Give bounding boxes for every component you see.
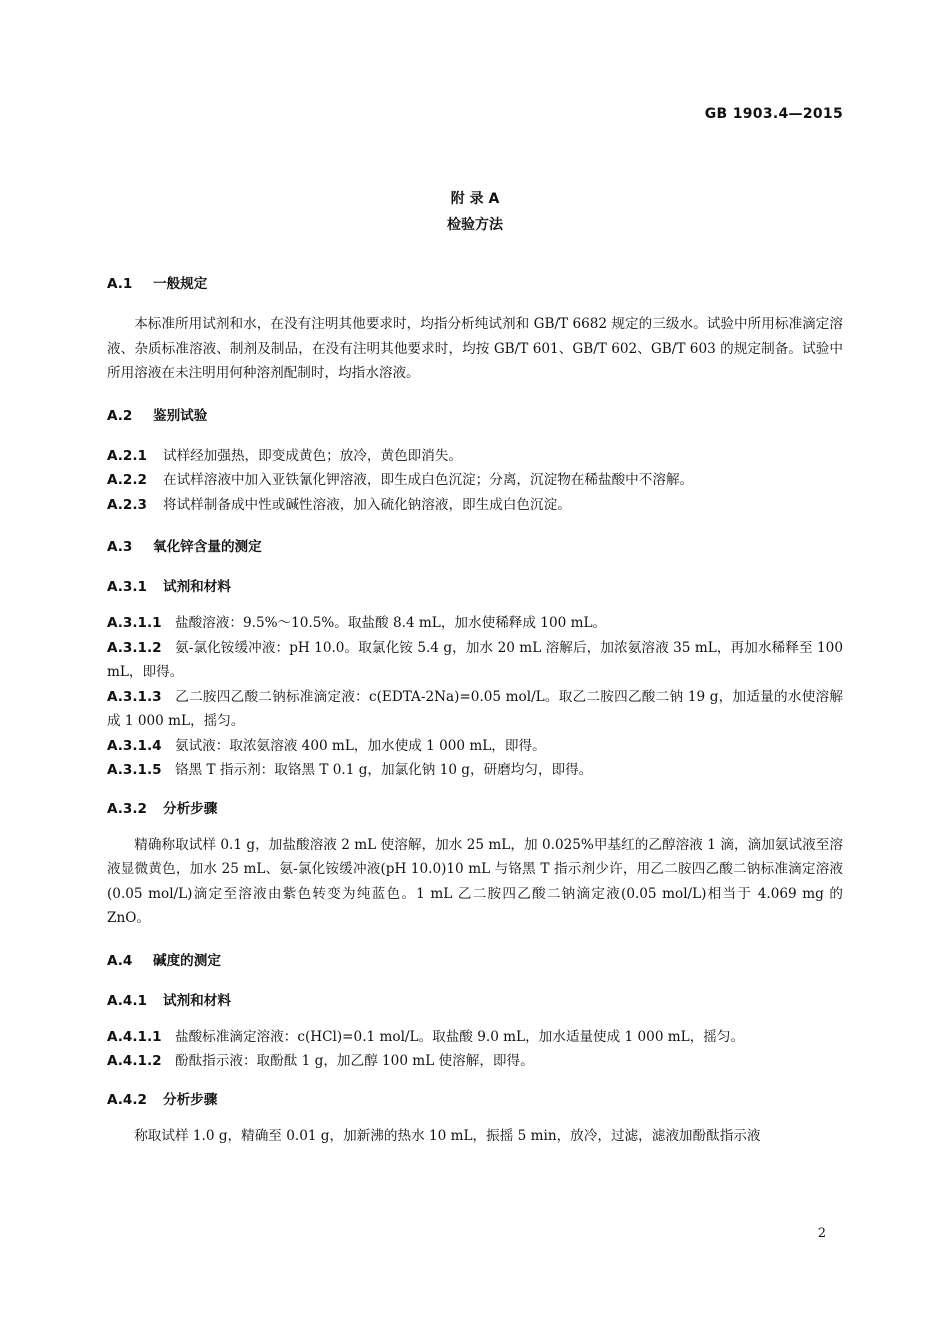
subsection-heading: [107, 575, 843, 599]
appendix-heading: [0, 186, 950, 238]
clause-number: A.3.1.1: [107, 615, 162, 631]
subsection-title: 分析步骤: [163, 1091, 218, 1108]
section-title: 碱度的测定: [153, 952, 221, 969]
appendix-title: 检验方法: [447, 217, 503, 233]
subsection-heading: [107, 989, 843, 1013]
clause-text: 氨-氯化铵缓冲液：pH 10.0。取氯化铵 5.4 g，加水 20 mL 溶解后，加浓氨溶液 35 mL，再加水稀释至 100 mL，即得。: [107, 639, 843, 680]
section-title: 一般规定: [153, 276, 208, 292]
clause-text: 盐酸溶液：9.5%～10.5%。取盐酸 8.4 mL，加水使稀释成 100 mL。: [175, 615, 607, 631]
clause-number: A.3.1.3: [107, 688, 162, 705]
section-heading: [107, 272, 843, 296]
paragraph: 称取试样 1.0 g，精确至 0.01 g，加新沸的热水 10 mL，振摇 5 min，放冷，过滤，滤液加酚酞指示液: [134, 1127, 761, 1144]
clause-number: A.4.1.2: [107, 1053, 162, 1069]
subsection-heading: [107, 1088, 843, 1112]
section-title: 氧化锌含量的测定: [153, 539, 262, 555]
clause-text: 铬黑 T 指示剂：取铬黑 T 0.1 g，加氯化钠 10 g，研磨均匀，即得。: [175, 762, 593, 778]
subsection-title: 分析步骤: [163, 800, 218, 817]
subsection-heading: [107, 797, 843, 821]
section-heading: [107, 949, 843, 973]
clause-text: 盐酸标准滴定溶液：c(HCl)=0.1 mol/L。取盐酸 9.0 mL，加水适量使成 1 000 mL，摇匀。: [175, 1028, 745, 1045]
clause-text: 将试样制备成中性或碱性溶液，加入硫化钠溶液，即生成白色沉淀。: [163, 496, 571, 513]
clause: [107, 734, 843, 759]
section-heading: [107, 535, 843, 559]
subsection-number: A.4.1: [107, 992, 148, 1009]
appendix-label: 附 录 A: [450, 191, 500, 207]
clause-text: 酚酞指示液：取酚酞 1 g，加乙醇 100 mL 使溶解，即得。: [175, 1053, 534, 1069]
subsection-number: A.3.2: [107, 800, 148, 817]
section-number: A.3: [107, 539, 133, 555]
section-title: 鉴别试验: [153, 407, 208, 424]
section-number: A.4: [107, 952, 133, 969]
section-number: A.1: [107, 276, 133, 292]
paragraph: 本标准所用试剂和水，在没有注明其他要求时，均指分析纯试剂和 GB/T 6682 规定的三级水。试验中所用标准滴定溶液、杂质标准溶液、制剂及制品，在没有注明其他要求时，均按 GB/T 601、GB/T 602、GB/T 603 的规定制备。试验中所用溶液在未注明用何种溶剂配制时，均指水溶液。: [107, 316, 843, 381]
clause: [107, 611, 843, 636]
subsection-number: A.4.2: [107, 1091, 148, 1108]
document-id: GB 1903.4—2015: [704, 106, 843, 122]
clause-text: 乙二胺四乙酸二钠标准滴定液：c(EDTA-2Na)=0.05 mol/L。取乙二胺四乙酸二钠 19 g，加适量的水使溶解成 1 000 mL，摇匀。: [107, 688, 843, 729]
clause-number: A.2.3: [107, 496, 148, 513]
clause-text: 氨试液：取浓氨溶液 400 mL，加水使成 1 000 mL，即得。: [175, 737, 546, 754]
clause-number: A.4.1.1: [107, 1028, 162, 1045]
clause-text: 试样经加强热，即变成黄色；放冷，黄色即消失。: [163, 447, 463, 464]
subsection-title: 试剂和材料: [163, 992, 231, 1009]
clause-number: A.3.1.2: [107, 639, 162, 656]
section-number: A.2: [107, 407, 133, 424]
clause: [107, 468, 843, 493]
clause-number: A.2.1: [107, 447, 148, 464]
clause-number: A.3.1.5: [107, 762, 162, 778]
clause-number: A.2.2: [107, 472, 148, 488]
clause: [107, 636, 843, 685]
paragraph: 精确称取试样 0.1 g，加盐酸溶液 2 mL 使溶解，加水 25 mL，加 0.025%甲基红的乙醇溶液 1 滴，滴加氨试液至溶液显微黄色，加水 25 mL、氨-氯化铵缓冲液(pH 10.0)10 mL 与铬黑 T 指示剂少许，用乙二胺四乙酸二钠标准滴定溶液(0.05 mol/L)滴定至溶液由紫色转变为纯蓝色。1 mL 乙二胺四乙酸二钠滴定液(0.05 mol/L)相当于 4.069 mg 的 ZnO。: [107, 836, 843, 926]
subsection-title: 试剂和材料: [163, 579, 231, 595]
clause: [107, 1025, 843, 1050]
page-number: 2: [817, 1226, 826, 1241]
subsection-number: A.3.1: [107, 579, 148, 595]
clause: [107, 444, 843, 469]
clause: [107, 758, 843, 783]
clause-number: A.3.1.4: [107, 737, 162, 754]
clause: [107, 685, 843, 734]
clause-text: 在试样溶液中加入亚铁氰化钾溶液，即生成白色沉淀；分离，沉淀物在稀盐酸中不溶解。: [163, 472, 694, 488]
document-body: [107, 272, 843, 1148]
clause: [107, 493, 843, 518]
clause: [107, 1049, 843, 1074]
section-heading: [107, 404, 843, 428]
